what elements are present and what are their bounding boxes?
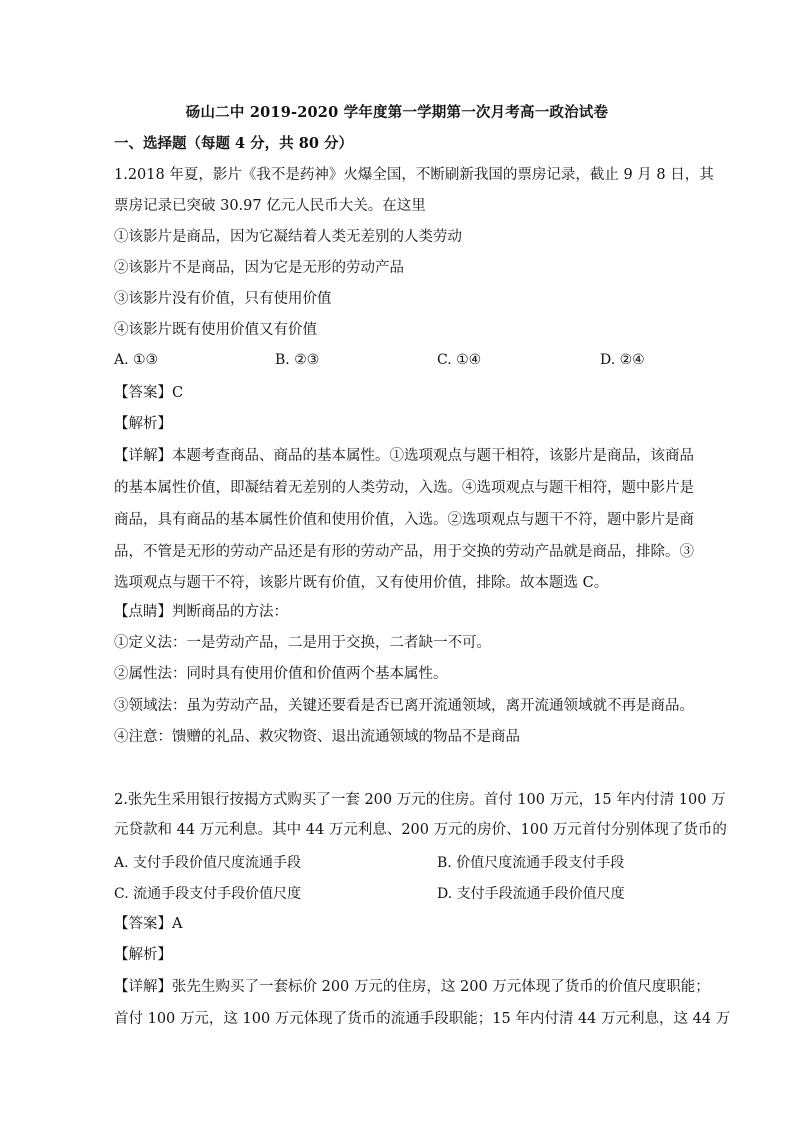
- q1-tip-label: 【点睛】判断商品的方法：: [114, 604, 288, 620]
- q1-answer: 【答案】C: [114, 385, 184, 401]
- q2-option-d: D. 支付手段流通手段价值尺度: [437, 886, 625, 902]
- q2-stem-line1: 2.张先生采用银行按揭方式购买了一套 200 万元的住房。首付 100 万元，15 年内付清 100 万: [114, 792, 726, 808]
- q1-tip-4: ④注意：馈赠的礼品、救灾物资、退出流通领域的物品不是商品: [114, 729, 520, 745]
- q1-tip-1: ①定义法：一是劳动产品，二是用于交换，二者缺一不可。: [114, 635, 491, 651]
- q1-option-a: A. ①③: [114, 352, 159, 368]
- q1-statement-2: ②该影片不是商品，因为它是无形的劳动产品: [114, 260, 404, 276]
- q2-option-a: A. 支付手段价值尺度流通手段: [114, 855, 302, 871]
- section-heading: 一、选择题（每题 4 分，共 80 分）: [114, 135, 353, 152]
- q1-tip-2: ②属性法：同时具有使用价值和价值两个基本属性。: [114, 666, 448, 682]
- q2-detail-line2: 首付 100 万元，这 100 万元体现了货币的流通手段职能；15 年内付清 44 万元利息，这 44 万: [114, 1011, 731, 1027]
- q1-statement-3: ③该影片没有价值，只有使用价值: [114, 291, 332, 307]
- q1-option-c: C. ①④: [437, 352, 482, 368]
- q2-option-b: B. 价值尺度流通手段支付手段: [437, 855, 625, 871]
- q2-detail-line1: 【详解】张先生购买了一套标价 200 万元的住房，这 200 万元体现了货币的价值尺度职能；: [114, 979, 710, 995]
- q1-detail-line3: 商品，具有商品的基本属性价值和使用价值，入选。②选项观点与题干不符，题中影片是商: [114, 512, 694, 528]
- q1-option-b: B. ②③: [275, 352, 320, 368]
- q2-answer: 【答案】A: [114, 916, 183, 932]
- q1-detail-line2: 的基本属性价值，即凝结着无差别的人类劳动，入选。④选项观点与题干相符，题中影片是: [114, 480, 694, 496]
- q1-tip-3: ③领域法：虽为劳动产品，关键还要看是否已离开流通领域，离开流通领域就不再是商品。: [114, 698, 694, 714]
- q1-statement-4: ④该影片既有使用价值又有价值: [114, 322, 317, 338]
- q2-stem-line2: 元贷款和 44 万元利息。其中 44 万元利息、200 万元的房价、100 万元首付分别体现了货币的: [114, 822, 727, 838]
- q1-detail-line1: 【详解】本题考查商品、商品的基本属性。①选项观点与题干相符，该影片是商品，该商品: [114, 448, 694, 464]
- q1-stem-line1: 1.2018 年夏，影片《我不是药神》火爆全国，不断刷新我国的票房记录，截止 9 月 8 日，其: [114, 167, 714, 183]
- q1-stem-line2: 票房记录已突破 30.97 亿元人民币大关。在这里: [114, 198, 426, 214]
- q1-detail-line5: 选项观点与题干不符，该影片既有价值，又有使用价值，排除。故本题选 C。: [114, 575, 609, 591]
- q2-analysis-label: 【解析】: [114, 947, 172, 963]
- q1-analysis-label: 【解析】: [114, 416, 172, 432]
- q1-detail-line4: 品，不管是无形的劳动产品还是有形的劳动产品，用于交换的劳动产品就是商品，排除。③: [114, 544, 694, 560]
- q2-option-c: C. 流通手段支付手段价值尺度: [114, 886, 302, 902]
- q1-option-d: D. ②④: [600, 352, 645, 368]
- exam-title: 砀山二中 2019-2020 学年度第一学期第一次月考高一政治试卷: [185, 104, 609, 121]
- q1-statement-1: ①该影片是商品，因为它凝结着人类无差别的人类劳动: [114, 229, 462, 245]
